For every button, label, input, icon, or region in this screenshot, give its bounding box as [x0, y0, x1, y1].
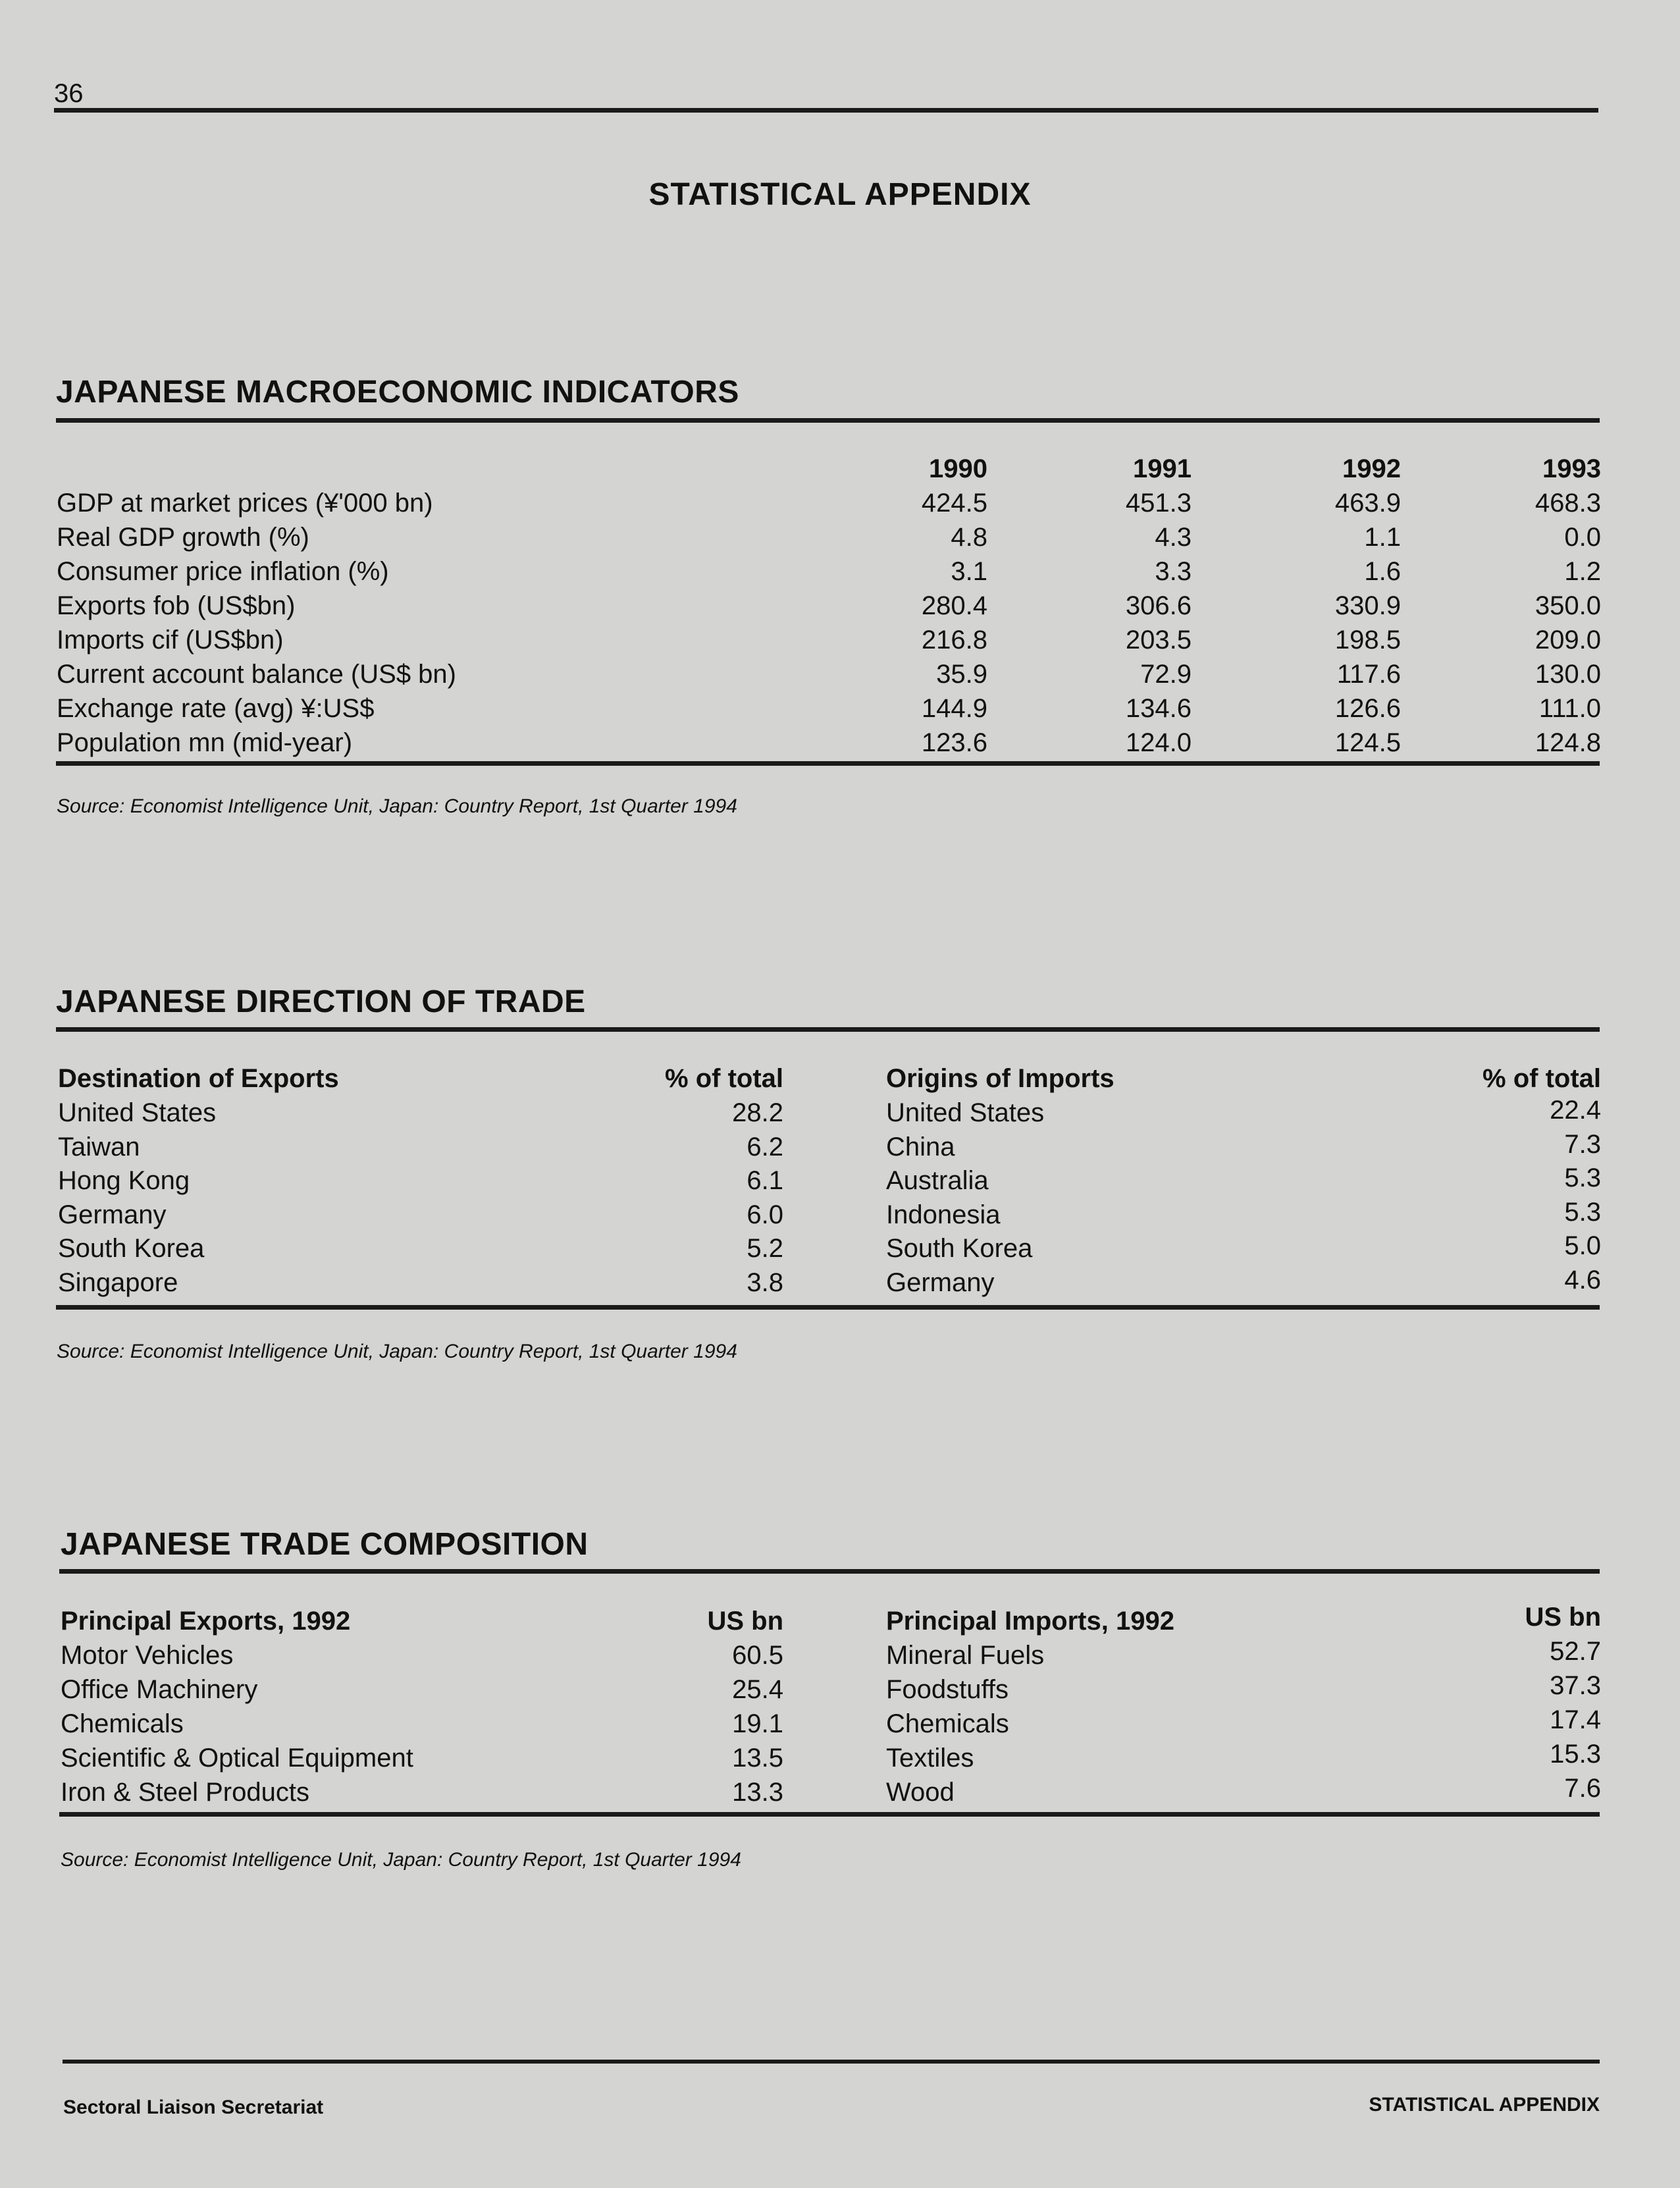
macro-row-value: 350.0	[1535, 591, 1601, 620]
direction-import-country: Indonesia	[886, 1200, 1001, 1229]
direction-top-rule	[56, 1027, 1600, 1032]
direction-export-pct: 5.2	[747, 1234, 783, 1263]
composition-import-item: Foodstuffs	[886, 1675, 1009, 1704]
composition-export-value: 13.3	[732, 1778, 783, 1807]
top-rule	[54, 108, 1598, 113]
macro-row-value: 124.8	[1535, 728, 1601, 757]
direction-import-pct: 4.6	[1564, 1266, 1601, 1294]
macro-bottom-rule	[56, 761, 1600, 766]
direction-import-country: United States	[886, 1098, 1045, 1127]
macro-row-value: 203.5	[1125, 626, 1192, 654]
macro-row-value: 130.0	[1535, 660, 1601, 689]
direction-export-pct: 3.8	[747, 1268, 783, 1297]
macro-row-value: 35.9	[936, 660, 987, 689]
direction-exports-header: Destination of Exports	[58, 1064, 339, 1093]
macro-row-value: 117.6	[1336, 660, 1401, 689]
macro-row-value: 1.6	[1364, 557, 1401, 586]
macro-row-value: 134.6	[1125, 694, 1192, 723]
macro-row-value: 1.2	[1564, 557, 1601, 586]
direction-export-pct: 28.2	[732, 1098, 783, 1127]
page-number: 36	[54, 79, 84, 108]
direction-imports-pct-header: % of total	[1483, 1064, 1601, 1093]
macro-row-label: Real GDP growth (%)	[57, 523, 309, 552]
composition-export-value: 25.4	[732, 1675, 783, 1704]
direction-source: Source: Economist Intelligence Unit, Japan: Country Report, 1st Quarter 1994	[57, 1341, 737, 1362]
direction-import-country: Australia	[886, 1166, 989, 1195]
direction-import-pct: 5.3	[1564, 1198, 1601, 1227]
macro-row-value: 0.0	[1564, 523, 1601, 552]
composition-imports-unit: US bn	[1525, 1603, 1601, 1632]
direction-imports-header: Origins of Imports	[886, 1064, 1115, 1093]
composition-import-item: Chemicals	[886, 1709, 1009, 1738]
composition-import-item: Wood	[886, 1778, 955, 1807]
direction-import-pct: 5.3	[1564, 1163, 1601, 1192]
composition-exports-unit: US bn	[707, 1607, 783, 1636]
direction-import-country: South Korea	[886, 1234, 1033, 1263]
direction-import-country: China	[886, 1133, 955, 1161]
macro-row-value: 306.6	[1125, 591, 1192, 620]
macro-row-value: 111.0	[1538, 694, 1601, 723]
composition-import-value: 7.6	[1564, 1774, 1601, 1803]
macro-row-value: 451.3	[1125, 489, 1192, 518]
macro-row-label: Consumer price inflation (%)	[57, 557, 389, 586]
macro-row-value: 4.8	[951, 523, 987, 552]
composition-export-value: 60.5	[732, 1641, 783, 1670]
macro-row-label: Imports cif (US$bn)	[57, 626, 284, 654]
composition-export-item: Scientific & Optical Equipment	[61, 1744, 413, 1773]
macro-row-value: 124.0	[1125, 728, 1192, 757]
direction-export-country: United States	[58, 1098, 217, 1127]
footer-left: Sectoral Liaison Secretariat	[63, 2096, 324, 2118]
direction-export-country: South Korea	[58, 1234, 205, 1263]
composition-bottom-rule	[59, 1812, 1600, 1817]
macro-row-value: 209.0	[1535, 626, 1601, 654]
macro-row-value: 424.5	[921, 489, 987, 518]
composition-export-value: 19.1	[732, 1709, 783, 1738]
macro-row-value: 72.9	[1140, 660, 1192, 689]
composition-import-value: 52.7	[1550, 1637, 1601, 1666]
macro-title: JAPANESE MACROECONOMIC INDICATORS	[56, 375, 739, 410]
macro-row-value: 330.9	[1334, 591, 1401, 620]
direction-import-pct: 22.4	[1550, 1096, 1601, 1125]
direction-export-country: Singapore	[58, 1268, 178, 1297]
composition-imports-header: Principal Imports, 1992	[886, 1607, 1174, 1636]
macro-row-value: 124.5	[1334, 728, 1401, 757]
direction-import-pct: 5.0	[1564, 1231, 1601, 1260]
macro-row-value: 4.3	[1155, 523, 1192, 552]
direction-bottom-rule	[56, 1305, 1600, 1310]
composition-export-item: Iron & Steel Products	[61, 1778, 309, 1807]
macro-row-label: Current account balance (US$ bn)	[57, 660, 456, 689]
composition-top-rule	[59, 1569, 1600, 1574]
macro-row-value: 463.9	[1334, 489, 1401, 518]
composition-import-item: Mineral Fuels	[886, 1641, 1045, 1670]
composition-export-item: Motor Vehicles	[61, 1641, 234, 1670]
direction-export-country: Hong Kong	[58, 1166, 190, 1195]
direction-export-pct: 6.1	[747, 1166, 783, 1195]
composition-import-item: Textiles	[886, 1744, 974, 1773]
macro-row-label: GDP at market prices (¥'000 bn)	[57, 489, 433, 518]
direction-export-country: Taiwan	[58, 1133, 140, 1161]
macro-row-value: 3.3	[1155, 557, 1192, 586]
direction-export-country: Germany	[58, 1200, 167, 1229]
macro-row-value: 1.1	[1364, 523, 1401, 552]
direction-import-pct: 7.3	[1564, 1130, 1601, 1159]
footer-right: STATISTICAL APPENDIX	[1369, 2094, 1600, 2116]
composition-exports-header: Principal Exports, 1992	[61, 1607, 351, 1636]
macro-year-1991: 1991	[1133, 454, 1192, 483]
macro-row-value: 3.1	[951, 557, 987, 586]
macro-row-value: 123.6	[921, 728, 987, 757]
direction-export-pct: 6.0	[747, 1200, 783, 1229]
macro-row-label: Exports fob (US$bn)	[57, 591, 296, 620]
composition-import-value: 17.4	[1550, 1705, 1601, 1734]
macro-year-1990: 1990	[929, 454, 987, 483]
macro-top-rule	[56, 418, 1600, 423]
direction-title: JAPANESE DIRECTION OF TRADE	[56, 984, 586, 1019]
macro-year-1992: 1992	[1342, 454, 1401, 483]
macro-row-label: Exchange rate (avg) ¥:US$	[57, 694, 375, 723]
macro-row-value: 198.5	[1334, 626, 1401, 654]
macro-row-value: 216.8	[921, 626, 987, 654]
macro-row-value: 280.4	[921, 591, 987, 620]
macro-year-1993: 1993	[1542, 454, 1601, 483]
composition-export-value: 13.5	[732, 1744, 783, 1773]
macro-row-value: 144.9	[921, 694, 987, 723]
direction-exports-pct-header: % of total	[665, 1064, 783, 1093]
appendix-title: STATISTICAL APPENDIX	[648, 177, 1032, 212]
macro-row-value: 126.6	[1334, 694, 1401, 723]
composition-import-value: 15.3	[1550, 1740, 1601, 1769]
macro-row-label: Population mn (mid-year)	[57, 728, 353, 757]
direction-import-country: Germany	[886, 1268, 995, 1297]
direction-export-pct: 6.2	[747, 1133, 783, 1161]
composition-source: Source: Economist Intelligence Unit, Japan: Country Report, 1st Quarter 1994	[61, 1849, 741, 1871]
composition-import-value: 37.3	[1550, 1671, 1601, 1700]
macro-source: Source: Economist Intelligence Unit, Japan: Country Report, 1st Quarter 1994	[57, 795, 737, 817]
composition-export-item: Chemicals	[61, 1709, 184, 1738]
composition-export-item: Office Machinery	[61, 1675, 258, 1704]
macro-row-value: 468.3	[1535, 489, 1601, 518]
footer-rule	[63, 2060, 1600, 2064]
composition-title: JAPANESE TRADE COMPOSITION	[61, 1527, 589, 1562]
